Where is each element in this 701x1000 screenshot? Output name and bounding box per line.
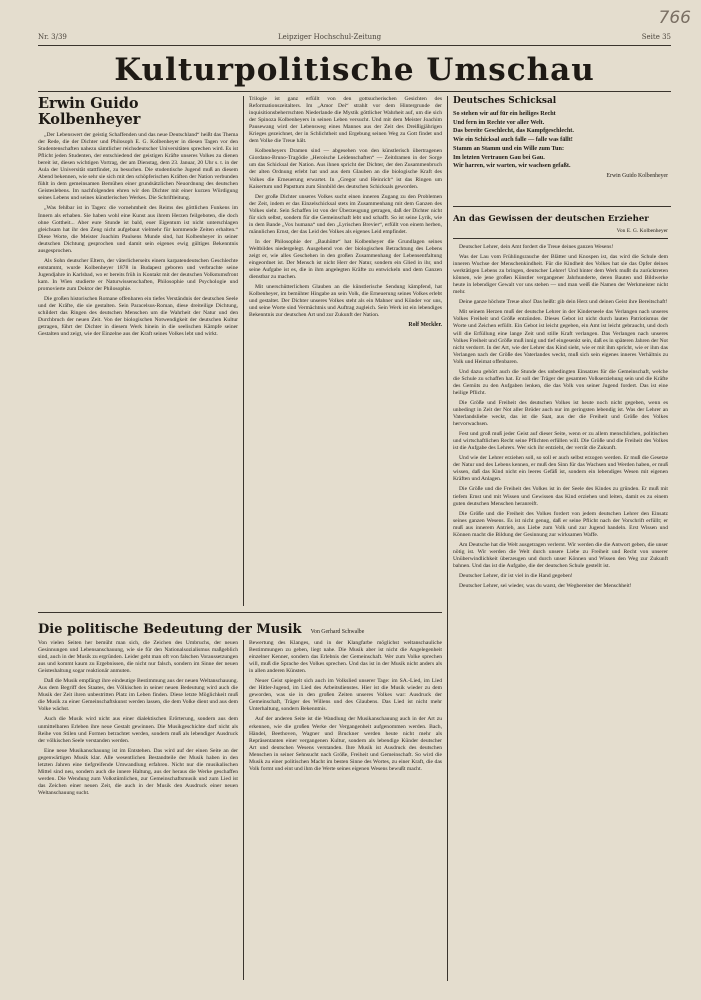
musik-paragraph: Auf der anderen Seite ist die Wandlung der Musikanschauung auch in der Art zu erkennen, wie die großen Werke der Vergangenheit aufgenommen werden. Bach, Händel, Beethoven, Wagner und Bruckner werden heute nicht mehr als Repräsentanten einer vergangenen Kultur, sondern als lebendige Künder deutscher Art und deutschen Wesens verstanden. Ihre Musik ist Ausdruck des deutschen Menschen in seiner Sehnsucht nach Größe, Freiheit und Gemeinschaft. So wird die Musik zu einer politischen Macht im besten Sinne des Wortes, zu einer Kraft, die das Volk formt und eint und ihm die Werte seines eigenen Wesens bewußt macht. xyxy=(249,716,442,772)
kolbenheyer-paragraph: In der Philosophie der „Bauhütte“ hat Kolbenheyer die Grundlagen seines Weltbildes niedergelegt. Ausgehend von der biologischen Betrachtung des Lebens zeigt er, wie alles Geschehen in den großen Zusammenhang der Lebensentfaltung eingeordnet ist. Der Mensch ist nicht Herr der Natur, sondern ein Glied in ihr, und seine Aufgabe ist es, die in ihm angelegten Kräfte zu entwickeln und dem Ganzen dienstbar zu machen. xyxy=(249,238,442,281)
musik-top-rule xyxy=(38,612,442,613)
gewissen-paragraph: Die Größe und Freiheit des deutschen Volkes ist heute noch nicht gegeben, wenn es unbedingt in Zeit der Not aller Brüder auch nur im geringsten lebendig ist. Was der Lehrer an Vaterlandsliebe weckt, das ist die Saat, aus der die Freiheit und Größe des Volkes hervorwachsen. xyxy=(453,399,668,428)
poem-line: Wir harren, wir warten, wir wachsen gefaßt. xyxy=(453,162,571,170)
musik-paragraph: Eine neue Musikanschauung ist im Entstehen. Das wird auf der einen Seite an der gegenwärtigen Musik klar. Alle wesentlichen Bestandteile der Musik haben in den letzten Jahren eine tiefgreifende Umwandlung erfahren. Nicht nur die musikalischen Mittel sind neu, sondern auch die innere Haltung, aus der heraus die Werke geschaffen werden. Die Wendung zum Volkstümlichen, zur Gemeinschaftsmusik und zum Lied ist das Zeichen einer neuen Zeit, die auch in der Musik den Ausdruck einer neuen Weltanschauung sucht. xyxy=(38,747,238,796)
kolbenheyer-paragraph: Trilogie ist ganz erfüllt von den gottsucherischen Gesichten des Reformationszeitalters. Im „Amor Dei“ strahlt vor dem Hintergrunde der inquisitionsbeherrschten Niederlande die Mystik göttlicher Wahrheit auf, um die sich der Spinoza Kolbenheyers in seinen Leben versucht. Und mit dem Meister Joachim Pausewang wird der Lebensweg eines Mannes aus der Zeit des Dreißigjährigen Krieges gezeichnet, der in Schlichtheit und Ergebung seinen Weg zu Gott findet und dem Volke die Treue hält. xyxy=(249,96,442,145)
page-header xyxy=(38,33,671,43)
kolbenheyer-paragraph: Kolbenheyers Dramen sind — abgesehen von den künstlerisch übertragenen Giordano-Bruno-Tragödie „Heroische Leidenschaften“ — Zeitdramen in der Sorge um das Schicksal der Nation. Aus ihnen spricht der Dichter, der den Zusammenbruch der alten Ordnung erlebt hat und aus dem Glauben an die biologische Kraft des Volkes die Erneuerung erwartet. In „Gregor und Heinrich“ ist das Ringen um Kaisertum und Papsttum zum Sinnbild des deutschen Schicksals geworden. xyxy=(249,148,442,190)
gewissen-paragraph: Mit seinem Herzen muß der deutsche Lehrer in der Kinderseele das Verlangen nach unseres Volkes Freiheit und Größe entzünden. Dieses Gebot ist nicht durch lauten Patriotismus der Worte und Zeichen erfüllt. Ein Gebot ist leicht gegeben, ein Amt ist leicht gebraucht, und doch will die Erfüllung eine lange Zeit und stille Kraft verlangen. Das Verlangen nach unseres Volkes Freiheit und Größe muß innig und tief eingesenkt sein, daß es in späteren Jahren der Not nicht verdorrt. In der Art, wie der Lehrer das Kind sieht, wie er mit ihm spricht, wie er ihm das Verlangen nach der Größe des Vaterlandes weckt, muß sich sein eigenes inneres Verhältnis zu Volk und Heimat offenbaren. xyxy=(453,309,668,365)
musik-paragraph: Von vielen Seiten her bemüht man sich, die Zeichen des Umbruchs, der neuen Gesinnungen und Lebensanschauung, wie sie für den Nationalsozialismus maßgeblich sind, auch in der Musik zu ergründen. Leider geht man oft von falschen Voraussetzungen aus und kommt kaum zu Ergebnissen, die nicht nur falsch, sondern im Sinne der neuen Geisteshaltung sogar reaktionär anmuten. xyxy=(38,640,238,675)
header-rule xyxy=(38,45,671,46)
gewissen-paragraph: Deutscher Lehrer, dein Amt fordert die Treue deines ganzen Wesens! xyxy=(459,244,614,250)
gewissen-article xyxy=(453,214,668,979)
gewissen-paragraph: Und dazu gehört auch die Stunde des unbedingten Einsatzes für die Gemeinschaft, welche die Schule zu schaffen hat. Er soll der Träger der gesamten Volkserziehung sein und die Kräfte des Gemüts zu den Aufgaben lenken, die das Volk von seiner Jugend fordert. Das ist eine heilige Pflicht. xyxy=(453,368,668,396)
masthead-rule xyxy=(38,91,671,92)
gewissen-paragraph: Die Größe und die Freiheit des Volkes ist in der Seele des Kindes zu gründen. Er muß mit tiefem Ernst und mit Wissen und Gewissen das Kind erziehen und leiten, damit es zu einem guten deutschen Menschen heranreift. xyxy=(453,486,668,507)
musik-paragraph: Auch die Musik wird nicht aus einer dialektischen Erörterung, sondern aus dem unmittelbaren Erleben ihre neue Gestalt gewinnen. Die Musikgeschichte darf nicht als Reihe von Stilen und Formen betrachtet werden, sondern muß als lebendiger Ausdruck der völkischen Seele verstanden werden. xyxy=(38,716,238,744)
kolbenheyer-paragraph: „Was fehlbar ist in Tagen: die vornehmheit des Reims des göttlichen Funkens im Innern als erhaben. Sie haben wohl eine Kunst aus ihrem Herzen feilgeboten, die doch ohne Gottheit... Aber eure Stunde ist bald, euer Eigentum ist nicht unterschlagen gleichsam hat ihr den Zeng nicht aufgebaut vielmehr für kommende Zeiten erhalten.“ Diese Worte, die Meister Joachim Paulsens Munde sind, hat Kolbenheyer in seiner deutschen Dichtung gesprochen und damit sein eigenes ewig gültiges Bekenntnis ausgesprochen. xyxy=(38,205,238,254)
issue-number: Nr. 3/39 xyxy=(38,33,67,41)
gewissen-paragraph: Fest und groß muß jeder Geist auf dieser Seite, wenn er zu allem menschlichen, politischen und wirtschaftlichen Recht seine Pflichten erfüllen will. Die Größe und die Freiheit des Volkes ist die Aufgabe des Lehrers. Wer sich ihr entzieht, der verrät die Zukunft. xyxy=(453,431,668,452)
kolbenheyer-title: Erwin Guido Kolbenheyer xyxy=(38,96,141,128)
gewissen-rule xyxy=(453,238,668,239)
poem-line: Das bereite Geschlecht, das Kampfgeschlecht. xyxy=(453,127,574,135)
kolbenheyer-signature: Rolf Meckler. xyxy=(408,322,442,329)
schicksal-title: Deutsches Schicksal xyxy=(453,96,557,106)
kolbenheyer-column-1 xyxy=(38,96,238,606)
musik-heading-row xyxy=(38,618,442,638)
kolbenheyer-paragraph: Mit unerschütterlichem Glauben an die künstlerische Sendung kämpfend, hat Kolbenheyer, im bemühter Hingabe an sein Volk, die Erneuerung seines Volkes erlebt und gestaltet. Der Dichter unseres Volkes steht als ein Mahner und Künder vor uns, und seine Worte sind Vermächtnis und Auftrag zugleich. Sein Werk ist ein lebendiges Bekenntnis zur deutschen Art und zur Zukunft der Nation. xyxy=(249,284,442,319)
gewissen-paragraph: Deine ganze höchste Treue also! Das heißt: gib dein Herz und deinen Geist ihre Bereitschaft! xyxy=(459,299,668,306)
schicksal-poem-box xyxy=(453,96,668,196)
kolbenheyer-paragraph: Der große Dichter unseres Volkes sucht einen inneren Zugang zu den Problemen der Zeit, indem er das Einzelschicksal stets im Zusammenhang mit dem Ganzen des Volkes sieht. Sein Schaffen ist von der Überzeugung getragen, daß der Dichter nicht für sich selbst, sondern für die Gemeinschaft lebt und schafft. So ist seine Lyrik, wie in dem Bande „Vox humana“ und den „Lyrischen Brevier“, erfüllt von einem herben, männlichen Ernst, der das Leid des Volkes als eigenes Leid empfindet. xyxy=(249,193,442,235)
column-divider xyxy=(243,640,244,980)
poem-line: Stamm an Stamm und ein Wille zum Tun: xyxy=(453,144,564,152)
musik-paragraph: Bewertung des Klanges, und in der Klangfarbe möglichst weltanschauliche Bestimmungen zu geben, liegt nahe. Die Musik aber ist nicht die Angelegenheit einzelner Kenner, sondern das Erlebnis der Gemeinschaft. Wer zum Volke sprechen will, muß die Sprache des Volkes sprechen. Und das ist in der Musik nicht anders als in allen anderen Künsten. xyxy=(249,640,442,675)
kolbenheyer-paragraph: Die großen historischen Romane offenbaren ein tiefes Verständnis der deutschen Seele und der Kräfte, die sie gestalten. Sein Paracelsus-Roman, diese dreiteilige Dichtung, schildert das Ringen des deutschen Menschen um die Wahrheit der Natur und den Durchbruch der neuen Zeit. Von der biologischen Notwendigkeit der deutschen Kultur getragen, führt der Dichter in diesem Werk hinein in die seelischen Kämpfe seiner Gestalten und zeigt, wie der Einzelne aus der Kraft seines Volkes lebt und wirkt. xyxy=(38,296,238,338)
gewissen-paragraph: Die Größe und die Freiheit des Volkes fordert von jedem deutschen Lehrer den Einsatz seines ganzen Wesens. Es ist nicht genug, daß er seine Pflicht nach der Vorschrift erfüllt; er muß aus innerem Antrieb, aus Liebe zum Volk und zur Jugend handeln. Erst Wissen und Können macht die Bildung der Gesinnung zur wirksamen Waffe. xyxy=(453,510,668,538)
musik-column-1 xyxy=(38,640,238,980)
section-masthead: Kulturpolitische Umschau xyxy=(114,52,595,88)
gewissen-paragraph: Deutscher Lehrer, dir ist viel in die Hand gegeben! xyxy=(459,572,573,579)
schicksal-signature: Erwin Guido Kolbenheyer xyxy=(606,172,668,179)
gewissen-title: An das Gewissen der deutschen Erzieher xyxy=(453,214,649,224)
kolbenheyer-paragraph: Als Sohn deutscher Eltern, der väterlicherseits einem karpatendeutschen Geschlechte entstammt, wurde Kolbenheyer 1878 in Budapest geboren und verbrachte seine Jugendjahre in Karlsbad, wo er bereits früh in Kontakt mit der deutschen Volkstumsfront kam. In Wien studierte er Naturwissenschaften, Philosophie und Psychologie und promovierte zum Doktor der Philosophie. xyxy=(38,257,238,292)
poem-line: Wie ein Schicksal auch falle — falle was fällt! xyxy=(453,136,573,144)
poem-line: So stehen wir auf für ein heiliges Recht xyxy=(453,110,556,117)
poem-rule xyxy=(453,206,671,207)
musik-column-2 xyxy=(249,640,442,980)
musik-byline: Von Gerhard Schwalbe xyxy=(310,629,365,635)
kolbenheyer-column-2 xyxy=(249,96,442,606)
poem-line: Und fern im Rechte vor aller Welt. xyxy=(453,118,545,126)
musik-paragraph: Daß die Musik empfängt ihre eindeutige Bestimmung aus der neuen Weltanschauung. Aus dem Begriff des Staates, des Völkischen in seiner neuen Bedeutung wird auch die Musik der Zeit ihren unbestritten Platz im Leben finden. Diese letzte Möglichkeit muß die Musik zu einer Gemeinschaftskunst werden lassen, die dem Volke dient und aus dem Volke wächst. xyxy=(38,678,238,713)
musik-title: Die politische Bedeutung der Musik xyxy=(38,622,302,637)
gewissen-byline: Von E. G. Kolbenheyer xyxy=(616,228,668,234)
column-divider xyxy=(243,96,244,606)
kolbenheyer-intro: „Der Lebenswert der geistig Schaffenden und das neue Deutschland“ heißt das Thema der Rede, die der Dichter und Philosoph E. G. Kolbenheyer in diesen Tagen vor den Studentenschaften nahezu sämtlicher reichsdeutscher Universitäten sprechen wird. Es ist Pflicht jeden Studenten, der entschiedend der geistigen Kräfte unseres Volkes zu dienen bereit ist, diesen wichtigen Vortrag, der am Dienstag, dem 23. Januar, 20 Uhr s. t. in der Aula der Universität stattfindet, zu besuchen. Die studentische Jugend muß an diesem Abend bekennen, wie sehr sie sich mit den schöpferischen Kräften der Nation verbunden fühlt in dem gemeinsamen Bemühen einer grundsätzlichen Neuordnung des deutschen Geisteslebens. Im nachfolgenden ehren wir den Dichter mit einer kurzen Würdigung seines Lebens und seines künstlerischen Werkes. Die Schriftleitung. xyxy=(38,132,238,202)
gewissen-paragraph: Und wie der Lehrer erziehen soll, so soll er auch selbst erzogen werden. Er muß die Gesetze der Natur und des Lebens kennen, er muß den Sinn für das Wachsen und Werden haben, er muß wissen, daß das Kind nicht ein leeres Gefäß ist, sondern ein lebendiges Wesen mit eigenen Kräften und Anlagen. xyxy=(453,455,668,483)
gewissen-paragraph: Deutscher Lehrer, sei wieder, was du warst, der Wegbereiter der Menschheit! xyxy=(459,583,632,590)
poem-line: Im letzten Vertrauen Gau bei Gau. xyxy=(453,153,545,161)
page-number: Seite 35 xyxy=(641,33,671,41)
gewissen-paragraph: Was der Lau vom Frühlingsrauche der Blätter und Knospen ist, das wird die Schule dem inneren Wuchse der Menschenkindheit. Für die Kindheit des Volkes hat sie das Opfer deines werktätigen Lebens zu bringen, deutscher Lehrer! Und hinter dem Werk mußt du zurücktreten können, wie jene großen Künstler vergangener Jahrhunderte, deren Bauten und Bildwerke heute in lebendiger Gewalt vor uns stehen — und man weiß die Namen der Werkmeister nicht mehr. xyxy=(453,254,668,296)
paper-name: Leipziger Hochschul-Zeitung xyxy=(278,33,382,41)
gewissen-paragraph: Am Deutsche hat die Welt ausgetragen verlernt. Wir werden die die Antwort geben, die unser nötig ist. Wir werden die Welt durch unsere Liebe zu Freiheit und Recht von unserer Unüberwindlichkeit überzeugen und durch unser Können und Wissen den Weg zur Zukunft bahnen. Und das ist die Aufgabe, die der deutschen Schule gestellt ist. xyxy=(453,541,668,569)
musik-paragraph: Neuer Geist spiegelt sich auch im Volkslied unserer Tage: im SA.-Lied, im Lied der Hitler-Jugend, im Lied des Arbeitsdienstes. Hier ist die Musik wieder zu dem geworden, was sie in den großen Zeiten unseres Volkes war: Ausdruck der Gemeinschaft, Träger des Willens und des Glaubens. Das Lied ist nicht mehr Unterhaltung, sondern Bekenntnis. xyxy=(249,678,442,713)
handwritten-number: 766 xyxy=(658,8,691,28)
column-divider xyxy=(447,96,448,981)
schicksal-poem xyxy=(453,110,668,171)
